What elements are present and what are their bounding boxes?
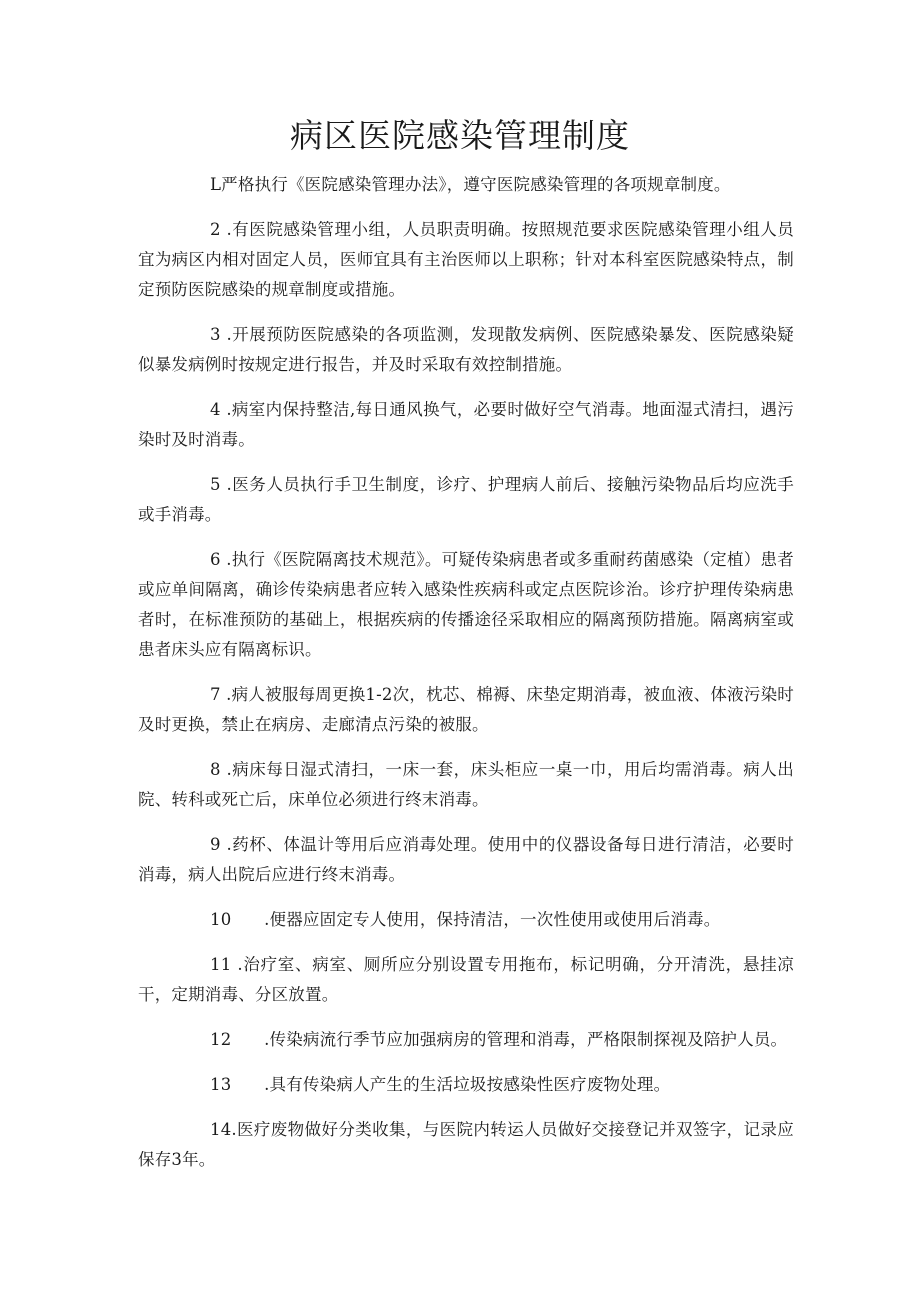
item-text: .有医院感染管理小组，人员职责明确。按照规范要求医院感染管理小组人员宜为病区内相对固定人员，医师宜具有主治医师以上职称；针对本科室医院感染特点，制定预防医院感染的规章制度或措施。: [138, 220, 794, 299]
item-text: .执行《医院隔离技术规范》。可疑传染病患者或多重耐药菌感染（定植）患者或应单间隔离，确诊传染病患者应转入感染性疾病科或定点医院诊治。诊疗护理传染病患者时，在标准预防的基础上，根据疾病的传播途径采取相应的隔离预防措施。隔离病室或患者床头应有隔离标识。: [138, 550, 794, 659]
paragraph-6: [138, 545, 794, 665]
paragraph-7: [138, 680, 794, 740]
page-title: 病区医院感染管理制度: [290, 116, 630, 155]
document-body: [138, 170, 794, 1190]
paragraph-13: [138, 1070, 794, 1100]
paragraph-5: [138, 470, 794, 530]
item-text: .治疗室、病室、厕所应分别设置专用拖布，标记明确，分开清洗，悬挂凉干，定期消毒、分区放置。: [138, 955, 794, 1004]
item-number: 10: [210, 910, 232, 929]
item-text: .便器应固定专人使用，保持清洁，一次性使用或使用后消毒。: [231, 910, 721, 929]
paragraph-1: [138, 170, 794, 200]
paragraph-12: [138, 1025, 794, 1055]
paragraph-3: [138, 320, 794, 380]
paragraph-4: [138, 395, 794, 455]
item-number: 6: [210, 550, 221, 569]
paragraph-2: [138, 215, 794, 305]
item-number: 8: [210, 760, 221, 779]
paragraph-14: [138, 1115, 794, 1175]
item-text: .药杯、体温计等用后应消毒处理。使用中的仪器设备每日进行清洁，必要时消毒，病人出院后应进行终末消毒。: [138, 835, 794, 884]
item-number: 11: [210, 955, 232, 974]
item-text: 严格执行《医院感染管理办法》，遵守医院感染管理的各项规章制度。: [221, 175, 731, 194]
item-text: .传染病流行季节应加强病房的管理和消毒，严格限制探视及陪护人员。: [231, 1030, 788, 1049]
item-number: 2: [210, 220, 221, 239]
item-number: 5: [210, 475, 221, 494]
paragraph-11: [138, 950, 794, 1010]
item-number: 14: [210, 1120, 232, 1139]
item-text: .开展预防医院感染的各项监测，发现散发病例、医院感染暴发、医院感染疑似暴发病例时按规定进行报告，并及时采取有效控制措施。: [138, 325, 794, 374]
paragraph-8: [138, 755, 794, 815]
paragraph-10: [138, 905, 794, 935]
item-number: L: [210, 175, 222, 194]
item-number: 12: [210, 1030, 232, 1049]
item-text: .具有传染病人产生的生活垃圾按感染性医疗废物处理。: [231, 1075, 671, 1094]
item-text: .医疗废物做好分类收集，与医院内转运人员做好交接登记并双签字，记录应保存3年。: [138, 1120, 794, 1169]
item-text: .病床每日湿式清扫，一床一套，床头柜应一桌一巾，用后均需消毒。病人出院、转科或死亡后，床单位必须进行终末消毒。: [138, 760, 794, 809]
item-text: .医务人员执行手卫生制度，诊疗、护理病人前后、接触污染物品后均应洗手或手消毒。: [138, 475, 794, 524]
item-text: .病人被服每周更换1-2次，枕芯、棉褥、床垫定期消毒，被血液、体液污染时及时更换，禁止在病房、走廊清点污染的被服。: [138, 685, 794, 734]
item-text: .病室内保持整洁,每日通风换气，必要时做好空气消毒。地面湿式清扫，遇污染时及时消毒。: [138, 400, 794, 449]
item-number: 7: [210, 685, 221, 704]
paragraph-9: [138, 830, 794, 890]
item-number: 9: [210, 835, 221, 854]
item-number: 13: [210, 1075, 232, 1094]
item-number: 3: [210, 325, 221, 344]
item-number: 4: [210, 400, 221, 419]
